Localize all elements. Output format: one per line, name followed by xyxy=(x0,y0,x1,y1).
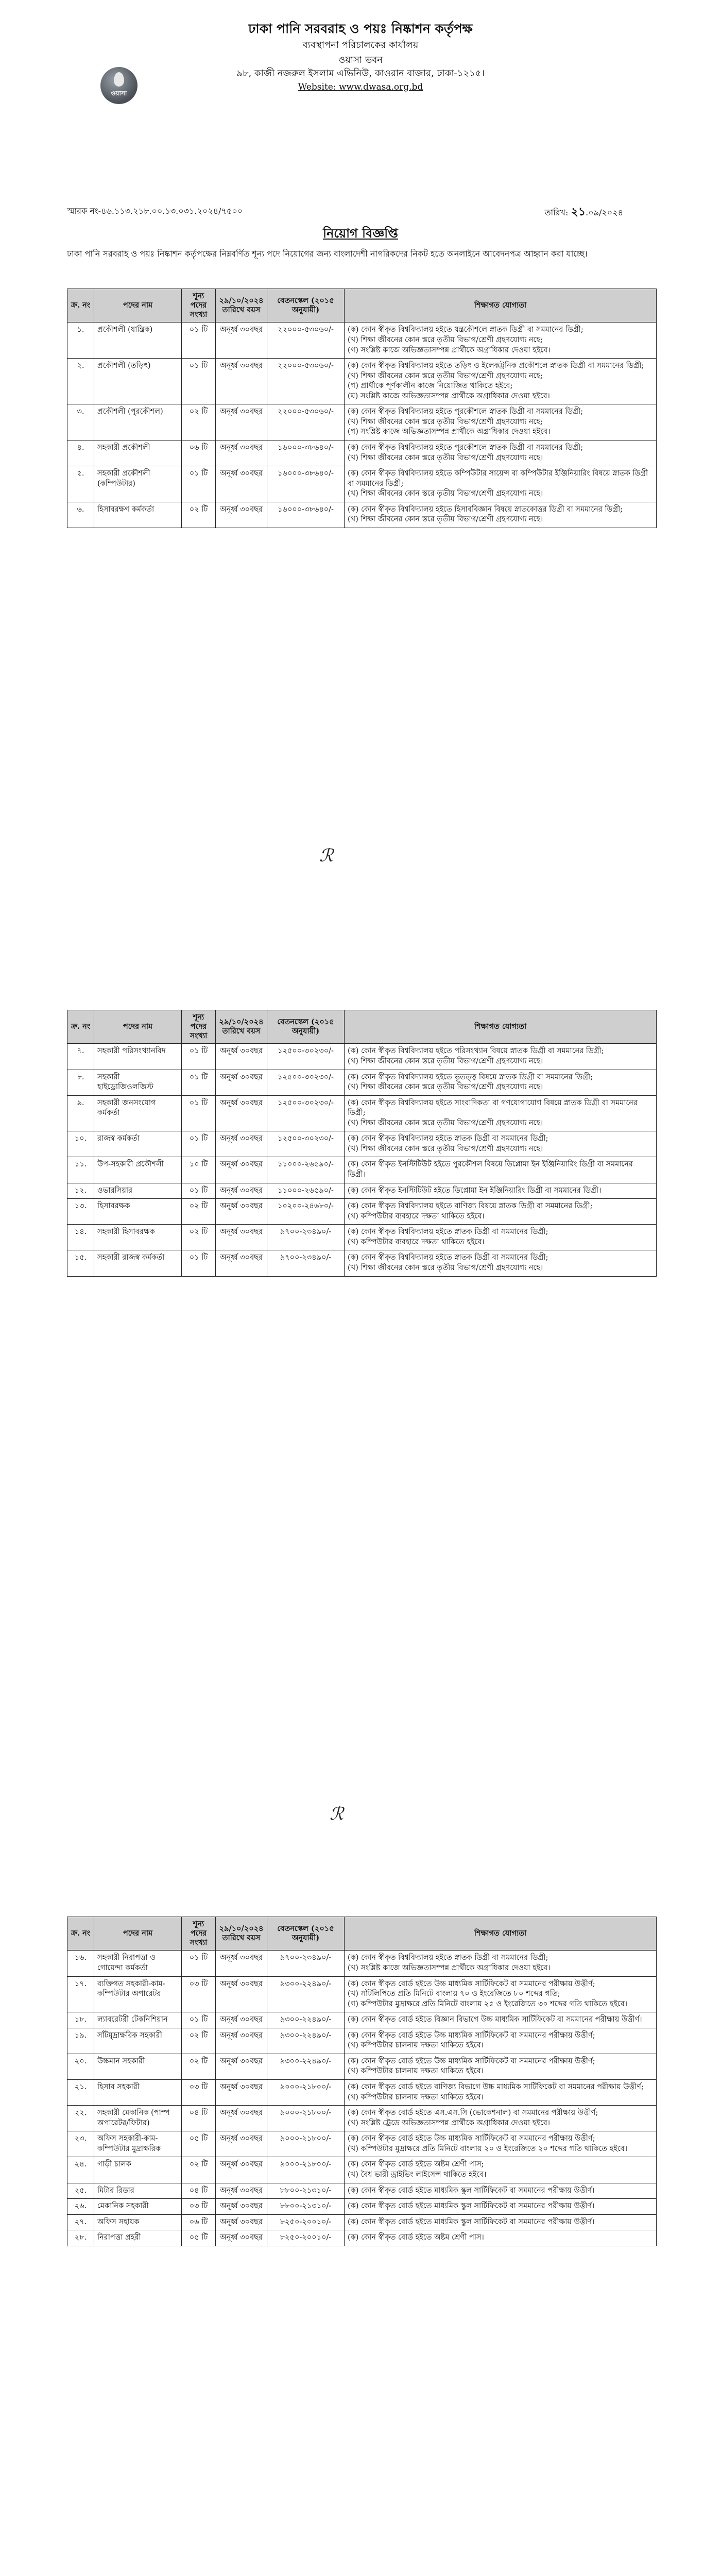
cell-qualification: (ক) কোন স্বীকৃত বোর্ড হইতে বিজ্ঞান বিভাগে উচ্চ মাধ্যমিক সার্টিফিকেট বা সমমানের পরীক্ষায় উত্তীর্ণ। xyxy=(345,2012,657,2028)
cell-serial: ৩. xyxy=(67,404,94,440)
table-row xyxy=(67,1225,657,1250)
cell-post-name: রাজস্ব কর্মকর্তা xyxy=(94,1131,182,1157)
col-vacancy: শূন্য পদের সংখ্যা xyxy=(182,289,216,323)
cell-age-limit: অনূর্ধ্ব ৩০বছর xyxy=(216,2131,267,2157)
letterhead xyxy=(0,21,721,93)
table-row xyxy=(67,2054,657,2079)
cell-serial: ২০. xyxy=(67,2054,94,2079)
col-qualification: শিক্ষাগত যোগ্যতা xyxy=(345,289,657,323)
cell-age-limit: অনূর্ধ্ব ৩০বছর xyxy=(216,1250,267,1276)
table-row xyxy=(67,2080,657,2106)
cell-qualification: (ক) কোন স্বীকৃত ইনস্টিটিউট হইতে পুরকৌশল বিষয়ে ডিপ্লোমা ইন ইঞ্জিনিয়ারিং ডিগ্রী বা সমমানের ডিগ্রী। xyxy=(345,1157,657,1183)
cell-post-name: ব্যক্তিগত সহকারী-কাম-কম্পিউটার অপারেটর xyxy=(94,1976,182,2012)
table-row xyxy=(67,1070,657,1095)
cell-post-name: সাঁটমুদ্রাক্ষরিক সহকারী xyxy=(94,2028,182,2054)
cell-pay-scale: ৯৩০০-২২৪৯০/- xyxy=(267,2054,345,2079)
cell-post-name: প্রকৌশলী (তড়িৎ) xyxy=(94,359,182,404)
cell-qualification: (ক) কোন স্বীকৃত বোর্ড হইতে উচ্চ মাধ্যমিক সার্টিফিকেট বা সমমানের পরীক্ষায় উত্তীর্ণ; (খ) কম্পিউটার চালনায় দক্ষতা থাকিতে হইবে। xyxy=(345,2054,657,2079)
col-vacancy: শূন্য পদের সংখ্যা xyxy=(182,1917,216,1951)
col-qualification: শিক্ষাগত যোগ্যতা xyxy=(345,1010,657,1044)
col-scale: বেতনস্কেল (২০১৫ অনুযায়ী) xyxy=(267,1917,345,1951)
cell-post-name: মেকানিক সহকারী xyxy=(94,2199,182,2215)
table-row xyxy=(67,2131,657,2157)
table-row xyxy=(67,1044,657,1070)
website-link[interactable]: Website: www.dwasa.org.bd xyxy=(298,81,423,92)
table-row xyxy=(67,1976,657,2012)
notice-intro: ঢাকা পানি সরবরাহ ও পয়ঃ নিষ্কাশন কর্তৃপক্ষের নিম্নবর্ণিত শূন্য পদে নিয়োগের জন্য বাংলাদেশী নাগরিকদের নিকট হতে অনলাইনে আবেদনপত্র আহ্বান করা যাচ্ছে। xyxy=(67,249,588,259)
cell-vacancy: ০৬ টি xyxy=(182,440,216,466)
cell-serial: ৮. xyxy=(67,1070,94,1095)
table-row xyxy=(67,440,657,466)
table-row xyxy=(67,323,657,359)
cell-pay-scale: ৮২৫০-২০০১০/- xyxy=(267,2214,345,2230)
cell-post-name: প্রকৌশলী (যান্ত্রিক) xyxy=(94,323,182,359)
cell-qualification: (ক) কোন স্বীকৃত বিশ্ববিদ্যালয় হইতে সাংবাদিকতা বা গণযোগাযোগ বিষয়ে স্নাতক ডিগ্রী বা সমমানের ডিগ্রী; (খ) শিক্ষা জীবনের কোন স্তরে তৃতীয় বিভাগ/শ্রেণী গ্রহণযোগ্য নহে। xyxy=(345,1095,657,1131)
cell-pay-scale: ৮৮০০-২১৩১০/- xyxy=(267,2199,345,2215)
cell-vacancy: ০১ টি xyxy=(182,466,216,502)
table-row xyxy=(67,2106,657,2131)
cell-vacancy: ০২ টি xyxy=(182,2028,216,2054)
vacancy-table-3 xyxy=(67,1917,657,2246)
cell-vacancy: ০১ টি xyxy=(182,1951,216,1976)
cell-post-name: প্রকৌশলী (পুরকৌশল) xyxy=(94,404,182,440)
cell-post-name: সহকারী হিসাবরক্ষক xyxy=(94,1225,182,1250)
col-sl: ক্র. নং xyxy=(67,1917,94,1951)
cell-pay-scale: ১২৫০০-৩০২৩০/- xyxy=(267,1131,345,1157)
col-vacancy: শূন্য পদের সংখ্যা xyxy=(182,1010,216,1044)
cell-serial: ১২. xyxy=(67,1183,94,1199)
cell-pay-scale: ৯৭০০-২৩৪৯০/- xyxy=(267,1250,345,1276)
cell-vacancy: ০১ টি xyxy=(182,359,216,404)
cell-age-limit: অনূর্ধ্ব ৩০বছর xyxy=(216,1070,267,1095)
cell-pay-scale: ১৬০০০-৩৮৬৪০/- xyxy=(267,440,345,466)
cell-pay-scale: ১৬০০০-৩৮৬৪০/- xyxy=(267,502,345,528)
vacancy-table-2 xyxy=(67,1010,657,1277)
cell-serial: ২৪. xyxy=(67,2157,94,2183)
cell-vacancy: ০১ টি xyxy=(182,2012,216,2028)
cell-post-name: হিসাবরক্ষক xyxy=(94,1199,182,1225)
table-row xyxy=(67,1095,657,1131)
cell-age-limit: অনূর্ধ্ব ৩০বছর xyxy=(216,323,267,359)
cell-pay-scale: ২২০০০-৫৩০৬০/- xyxy=(267,359,345,404)
cell-age-limit: অনূর্ধ্ব ৩০বছর xyxy=(216,1225,267,1250)
cell-qualification: (ক) কোন স্বীকৃত বোর্ড হইতে বাণিজ্য বিভাগে উচ্চ মাধ্যমিক সার্টিফিকেট বা সমমানের পরীক্ষায় উত্তীর্ণ; (খ) কম্পিউটার চালনায় দক্ষতা থাকিতে হইবে। xyxy=(345,2080,657,2106)
col-qualification: শিক্ষাগত যোগ্যতা xyxy=(345,1917,657,1951)
cell-post-name: হিসাবরক্ষণ কর্মকর্তা xyxy=(94,502,182,528)
cell-vacancy: ০১ টি xyxy=(182,1183,216,1199)
cell-vacancy: ০৩ টি xyxy=(182,2199,216,2215)
cell-serial: ২৩. xyxy=(67,2131,94,2157)
cell-vacancy: ০৫ টি xyxy=(182,2230,216,2246)
logo-text: ওয়াসা xyxy=(111,90,127,97)
table-row xyxy=(67,2214,657,2230)
cell-post-name: সহকারী রাজস্ব কর্মকর্তা xyxy=(94,1250,182,1276)
cell-serial: ১১. xyxy=(67,1157,94,1183)
cell-post-name: নিরাপত্তা প্রহরী xyxy=(94,2230,182,2246)
cell-post-name: ল্যাবরেটরী টেকনিশিয়ান xyxy=(94,2012,182,2028)
memo-number xyxy=(67,206,243,216)
cell-serial: ৬. xyxy=(67,502,94,528)
cell-vacancy: ০১ টি xyxy=(182,1044,216,1070)
cell-qualification: (ক) কোন স্বীকৃত বিশ্ববিদ্যালয় হইতে স্নাতক ডিগ্রী বা সমমানের ডিগ্রী; (খ) শিক্ষা জীবনের কোন স্তরে তৃতীয় বিভাগ/শ্রেণী গ্রহণযোগ্য নহে। xyxy=(345,1131,657,1157)
cell-serial: ২. xyxy=(67,359,94,404)
cell-pay-scale: ৮৮০০-২১৩১০/- xyxy=(267,2183,345,2199)
table-row xyxy=(67,1131,657,1157)
cell-age-limit: অনূর্ধ্ব ৩০বছর xyxy=(216,359,267,404)
cell-qualification: (ক) কোন স্বীকৃত বিশ্ববিদ্যালয় হইতে কম্পিউটার সায়েন্স বা কম্পিউটার ইঞ্জিনিয়ারিং বিষয়ে স্নাতক ডিগ্রী বা সমমানের ডিগ্রী; (খ) শিক্ষা জীবনের কোন স্তরে তৃতীয় বিভাগ/শ্রেণী গ্রহণযোগ্য নহে। xyxy=(345,466,657,502)
cell-qualification: (ক) কোন স্বীকৃত বোর্ড হইতে উচ্চ মাধ্যমিক সার্টিফিকেট বা সমমানের পরীক্ষায় উত্তীর্ণ; (খ) সাঁটলিপিতে প্রতি মিনিটে বাংলায় ৭০ ও ইংরেজিতে ৮০ শব্দের গতি; (গ) কম্পিউটার মুদ্রাক্ষরে প্রতি মিনিটে বাংলায় ২৫ ও ইংরেজিতে ৩০ শব্দের গতি থাকিতে হইবে। xyxy=(345,1976,657,2012)
initial-signature: ℛ xyxy=(330,1804,344,1824)
table-header-row xyxy=(67,289,657,323)
table-row xyxy=(67,1951,657,1976)
table-row xyxy=(67,404,657,440)
col-sl: ক্র. নং xyxy=(67,1010,94,1044)
cell-pay-scale: ১০২০০-২৪৬৮০/- xyxy=(267,1199,345,1225)
cell-serial: ২৫. xyxy=(67,2183,94,2199)
cell-qualification: (ক) কোন স্বীকৃত বিশ্ববিদ্যালয় হইতে পুরকৌশলে স্নাতক ডিগ্রী বা সমমানের ডিগ্রী; (খ) শিক্ষা জীবনের কোন স্তরে তৃতীয় বিভাগ/শ্রেণী গ্রহণযোগ্য নহে। xyxy=(345,440,657,466)
cell-age-limit: অনূর্ধ্ব ৩০বছর xyxy=(216,440,267,466)
cell-qualification: (ক) কোন স্বীকৃত বিশ্ববিদ্যালয় হইতে পুরকৌশলে স্নাতক ডিগ্রী বা সমমানের ডিগ্রী; (খ) শিক্ষা জীবনের কোন স্তরে তৃতীয় বিভাগ/শ্রেণী গ্রহণযোগ্য নহে; (গ) সংশ্লিষ্ট কাজে অভিজ্ঞতাসম্পন্ন প্রার্থীকে অগ্রাধিকার দেওয়া হইবে। xyxy=(345,404,657,440)
cell-serial: ১. xyxy=(67,323,94,359)
cell-post-name: সহকারী জনসংযোগ কর্মকর্তা xyxy=(94,1095,182,1131)
initial-signature: ℛ xyxy=(319,845,334,866)
cell-post-name: মিটার রিডার xyxy=(94,2183,182,2199)
col-sl: ক্র. নং xyxy=(67,289,94,323)
cell-age-limit: অনূর্ধ্ব ৩০বছর xyxy=(216,2199,267,2215)
col-post: পদের নাম xyxy=(94,289,182,323)
cell-qualification: (ক) কোন স্বীকৃত বিশ্ববিদ্যালয় হইতে তড়িৎ ও ইলেকট্রনিক প্রকৌশলে স্নাতক ডিগ্রী বা সমমানের ডিগ্রী; (খ) শিক্ষা জীবনের কোন স্তরে তৃতীয় বিভাগ/শ্রেণী গ্রহণযোগ্য নহে; (গ) প্রার্থীকে পূর্ণকালীন কাজে নিয়োজিত থাকিতে হইবে; (ঘ) সংশ্লিষ্ট কাজে অভিজ্ঞতাসম্পন্ন প্রার্থীকে অগ্রাধিকার দেওয়া হইবে। xyxy=(345,359,657,404)
cell-post-name: উচ্চমান সহকারী xyxy=(94,2054,182,2079)
cell-vacancy: ০২ টি xyxy=(182,404,216,440)
cell-pay-scale: ৯৩০০-২২৪৯০/- xyxy=(267,1976,345,2012)
table-row xyxy=(67,2012,657,2028)
cell-serial: ১৩. xyxy=(67,1199,94,1225)
table-row xyxy=(67,502,657,528)
cell-qualification: (ক) কোন স্বীকৃত বিশ্ববিদ্যালয় হইতে বাণিজ্য বিষয়ে স্নাতক ডিগ্রী বা সমমানের ডিগ্রী; (খ) কম্পিউটার ব্যবহারে দক্ষতা থাকিতে হইবে। xyxy=(345,1199,657,1225)
cell-post-name: অফিস সহায়ক xyxy=(94,2214,182,2230)
cell-vacancy: ০৪ টি xyxy=(182,2183,216,2199)
cell-post-name: সহকারী মেকানিক (পাম্প অপারেটর/ফিটার) xyxy=(94,2106,182,2131)
date-tail: .০৯/২০২৪ xyxy=(586,208,623,217)
col-post: পদের নাম xyxy=(94,1010,182,1044)
cell-pay-scale: ৯০০০-২১৮০০/- xyxy=(267,2080,345,2106)
cell-pay-scale: ৯৩০০-২২৪৯০/- xyxy=(267,2028,345,2054)
cell-pay-scale: ১১০০০-২৬৫৯০/- xyxy=(267,1157,345,1183)
cell-serial: ১৯. xyxy=(67,2028,94,2054)
page-2 xyxy=(0,969,721,1896)
date-label: তারিখ: xyxy=(544,208,569,217)
cell-post-name: সহকারী হাইড্রোজিওলজিস্ট xyxy=(94,1070,182,1095)
cell-qualification: (ক) কোন স্বীকৃত বিশ্ববিদ্যালয় হইতে স্নাতক ডিগ্রী বা সমমানের ডিগ্রী; (খ) কম্পিউটার ব্যবহারে দক্ষতা থাকিতে হইবে। xyxy=(345,1225,657,1250)
cell-serial: ২৬. xyxy=(67,2199,94,2215)
cell-vacancy: ০৪ টি xyxy=(182,2106,216,2131)
cell-vacancy: ০৩ টি xyxy=(182,1976,216,2012)
cell-serial: ৭. xyxy=(67,1044,94,1070)
cell-pay-scale: ১২৫০০-৩০২৩০/- xyxy=(267,1044,345,1070)
cell-pay-scale: ১২৫০০-৩০২৩০/- xyxy=(267,1070,345,1095)
cell-serial: ৯. xyxy=(67,1095,94,1131)
table-row xyxy=(67,2230,657,2246)
cell-serial: ১৪. xyxy=(67,1225,94,1250)
table-row xyxy=(67,2157,657,2183)
cell-age-limit: অনূর্ধ্ব ৩০বছর xyxy=(216,1131,267,1157)
notice-title: নিয়োগ বিজ্ঞপ্তি xyxy=(323,226,398,241)
col-scale: বেতনস্কেল (২০১৫ অনুযায়ী) xyxy=(267,1010,345,1044)
address: ৯৮, কাজী নজরুল ইসলাম এভিনিউ, কাওরান বাজার, ঢাকা-১২১৫। xyxy=(236,68,485,79)
cell-qualification: (ক) কোন স্বীকৃত বোর্ড হইতে অষ্টম শ্রেণী পাস; (খ) বৈধ ভারী ড্রাইভিং লাইসেন্স থাকিতে হইবে। xyxy=(345,2157,657,2183)
cell-age-limit: অনূর্ধ্ব ৩০বছর xyxy=(216,1976,267,2012)
cell-vacancy: ০১ টি xyxy=(182,323,216,359)
cell-age-limit: অনূর্ধ্ব ৩০বছর xyxy=(216,2054,267,2079)
cell-pay-scale: ৯৩০০-২২৪৯০/- xyxy=(267,2012,345,2028)
cell-serial: ১০. xyxy=(67,1131,94,1157)
cell-post-name: ওভারসিয়ার xyxy=(94,1183,182,1199)
cell-serial: ৪. xyxy=(67,440,94,466)
cell-serial: ৫. xyxy=(67,466,94,502)
cell-pay-scale: ১১০০০-২৬৫৯০/- xyxy=(267,1183,345,1199)
cell-serial: ১৭. xyxy=(67,1976,94,2012)
cell-vacancy: ০২ টি xyxy=(182,1225,216,1250)
cell-vacancy: ০১ টি xyxy=(182,1131,216,1157)
cell-age-limit: অনূর্ধ্ব ৩০বছর xyxy=(216,2028,267,2054)
cell-vacancy: ০২ টি xyxy=(182,1199,216,1225)
cell-qualification: (ক) কোন স্বীকৃত বোর্ড হইতে উচ্চ মাধ্যমিক সার্টিফিকেট বা সমমানের পরীক্ষায় উত্তীর্ণ; (খ) কম্পিউটার চালনায় দক্ষতা থাকিতে হইবে। xyxy=(345,2028,657,2054)
cell-post-name: সহকারী প্রকৌশলী (কম্পিউটার) xyxy=(94,466,182,502)
col-scale: বেতনস্কেল (২০১৫ অনুযায়ী) xyxy=(267,289,345,323)
cell-vacancy: ০১ টি xyxy=(182,1095,216,1131)
cell-pay-scale: ৯৭০০-২৩৪৯০/- xyxy=(267,1225,345,1250)
table-row xyxy=(67,2028,657,2054)
cell-serial: ১৮. xyxy=(67,2012,94,2028)
cell-pay-scale: ৯০০০-২১৮০০/- xyxy=(267,2106,345,2131)
cell-vacancy: ০১ টি xyxy=(182,1070,216,1095)
cell-age-limit: অনূর্ধ্ব ৩০বছর xyxy=(216,2214,267,2230)
page-1 xyxy=(0,0,721,927)
table-row xyxy=(67,1157,657,1183)
page-3 xyxy=(0,1886,721,2576)
cell-age-limit: অনূর্ধ্ব ৩০বছর xyxy=(216,1095,267,1131)
cell-qualification: (ক) কোন স্বীকৃত বিশ্ববিদ্যালয় হইতে ভূতত্ত্ব বিষয়ে স্নাতক ডিগ্রী বা সমমানের ডিগ্রী; (খ) শিক্ষা জীবনের কোন স্তরে তৃতীয় বিভাগ/শ্রেণী গ্রহণযোগ্য নহে। xyxy=(345,1070,657,1095)
date-day: ২১ xyxy=(571,205,586,218)
table-row xyxy=(67,1183,657,1199)
cell-age-limit: অনূর্ধ্ব ৩০বছর xyxy=(216,2230,267,2246)
cell-qualification: (ক) কোন স্বীকৃত বিশ্ববিদ্যালয় হইতে পরিসংখ্যান বিষয়ে স্নাতক ডিগ্রী বা সমমানের ডিগ্রী; (খ) শিক্ষা জীবনের কোন স্তরে তৃতীয় বিভাগ/শ্রেণী গ্রহণযোগ্য নহে। xyxy=(345,1044,657,1070)
cell-post-name: সহকারী পরিসংখ্যানবিদ xyxy=(94,1044,182,1070)
cell-post-name: সহকারী নিরাপত্তা ও গোয়েন্দা কর্মকর্তা xyxy=(94,1951,182,1976)
cell-vacancy: ১০ টি xyxy=(182,1157,216,1183)
cell-post-name: হিসাব সহকারী xyxy=(94,2080,182,2106)
cell-qualification: (ক) কোন স্বীকৃত বোর্ড হইতে এস.এস.সি (ভোকেশনাল) বা সমমানের পরীক্ষায় উত্তীর্ণ; (খ) সংশ্লিষ্ট ট্রেডে অভিজ্ঞতাসম্পন্ন প্রার্থীকে অগ্রাধিকার দেওয়া হইবে। xyxy=(345,2106,657,2131)
cell-age-limit: অনূর্ধ্ব ৩০বছর xyxy=(216,1951,267,1976)
col-age: ২৯/১০/২০২৪ তারিখে বয়স xyxy=(216,1917,267,1951)
cell-post-name: অফিস সহকারী-কাম-কম্পিউটার মুদ্রাক্ষরিক xyxy=(94,2131,182,2157)
memo-number-tail: /৭৫০০ xyxy=(218,206,243,216)
cell-qualification: (ক) কোন স্বীকৃত বিশ্ববিদ্যালয় হইতে স্নাতক ডিগ্রী বা সমমানের ডিগ্রী; (খ) সংশ্লিষ্ট কাজে অভিজ্ঞতাসম্পন্ন প্রার্থীকে অগ্রাধিকার দেওয়া হইবে। xyxy=(345,1951,657,1976)
cell-vacancy: ০২ টি xyxy=(182,2157,216,2183)
col-age: ২৯/১০/২০২৪ তারিখে বয়স xyxy=(216,1010,267,1044)
cell-serial: ২৭. xyxy=(67,2214,94,2230)
cell-serial: ২১. xyxy=(67,2080,94,2106)
cell-vacancy: ০৬ টি xyxy=(182,2214,216,2230)
cell-vacancy: ০৫ টি xyxy=(182,2131,216,2157)
organization-name: ঢাকা পানি সরবরাহ ও পয়ঃ নিষ্কাশন কর্তৃপক্ষ xyxy=(248,21,473,36)
office-name: ব্যবস্থাপনা পরিচালকের কার্যালয় xyxy=(302,40,419,51)
cell-pay-scale: ৯০০০-২১৮০০/- xyxy=(267,2157,345,2183)
cell-qualification: (ক) কোন স্বীকৃত ইনস্টিটিউট হইতে ডিপ্লোমা ইন ইঞ্জিনিয়ারিং ডিগ্রী বা সমমানের ডিগ্রী। xyxy=(345,1183,657,1199)
building-name: ওয়াসা ভবন xyxy=(338,54,383,65)
cell-age-limit: অনূর্ধ্ব ৩০বছর xyxy=(216,2080,267,2106)
cell-pay-scale: ৯৭০০-২৩৪৯০/- xyxy=(267,1951,345,1976)
table-row xyxy=(67,466,657,502)
cell-age-limit: অনূর্ধ্ব ৩০বছর xyxy=(216,2157,267,2183)
cell-vacancy: ০২ টি xyxy=(182,502,216,528)
cell-pay-scale: ৯০০০-২১৮০০/- xyxy=(267,2131,345,2157)
cell-qualification: (ক) কোন স্বীকৃত বিশ্ববিদ্যালয় হইতে হিসাববিজ্ঞান বিষয়ে স্নাতকোত্তর ডিগ্রী বা সমমানের ডিগ্রী; (খ) শিক্ষা জীবনের কোন স্তরে তৃতীয় বিভাগ/শ্রেণী গ্রহণযোগ্য নহে। xyxy=(345,502,657,528)
cell-age-limit: অনূর্ধ্ব ৩০বছর xyxy=(216,1183,267,1199)
table-row xyxy=(67,359,657,404)
table-row xyxy=(67,2183,657,2199)
cell-pay-scale: ১২৫০০-৩০২৩০/- xyxy=(267,1095,345,1131)
cell-vacancy: ০২ টি xyxy=(182,2054,216,2079)
cell-pay-scale: ২২০০০-৫৩০৬০/- xyxy=(267,323,345,359)
cell-serial: ১৫. xyxy=(67,1250,94,1276)
cell-qualification: (ক) কোন স্বীকৃত বোর্ড হইতে অষ্টম শ্রেণী পাস। xyxy=(345,2230,657,2246)
table-header-row xyxy=(67,1010,657,1044)
cell-serial: ২২. xyxy=(67,2106,94,2131)
table-row xyxy=(67,1250,657,1276)
cell-qualification: (ক) কোন স্বীকৃত বোর্ড হইতে মাধ্যমিক স্কুল সার্টিফিকেট বা সমমানের পরীক্ষায় উত্তীর্ণ। xyxy=(345,2183,657,2199)
cell-pay-scale: ৮২৫০-২০০১০/- xyxy=(267,2230,345,2246)
cell-age-limit: অনূর্ধ্ব ৩০বছর xyxy=(216,466,267,502)
cell-serial: ১৬. xyxy=(67,1951,94,1976)
cell-qualification: (ক) কোন স্বীকৃত বোর্ড হইতে মাধ্যমিক স্কুল সার্টিফিকেট বা সমমানের পরীক্ষায় উত্তীর্ণ। xyxy=(345,2199,657,2215)
cell-qualification: (ক) কোন স্বীকৃত বিশ্ববিদ্যালয় হইতে স্নাতক ডিগ্রী বা সমমানের ডিগ্রী; (খ) শিক্ষা জীবনের কোন স্তরে তৃতীয় বিভাগ/শ্রেণী গ্রহণযোগ্য নহে। xyxy=(345,1250,657,1276)
vacancy-table-1 xyxy=(67,289,657,528)
memo-date xyxy=(545,205,623,219)
cell-age-limit: অনূর্ধ্ব ৩০বছর xyxy=(216,404,267,440)
cell-pay-scale: ২২০০০-৫৩০৬০/- xyxy=(267,404,345,440)
cell-age-limit: অনূর্ধ্ব ৩০বছর xyxy=(216,2012,267,2028)
cell-age-limit: অনূর্ধ্ব ৩০বছর xyxy=(216,2106,267,2131)
memo-number-text: স্মারক নং-৪৬.১১৩.২১৮.০০.১৩.০৩১.২০২৪ xyxy=(67,206,219,216)
cell-post-name: সহকারী প্রকৌশলী xyxy=(94,440,182,466)
table-row xyxy=(67,2199,657,2215)
table-header-row xyxy=(67,1917,657,1951)
cell-age-limit: অনূর্ধ্ব ৩০বছর xyxy=(216,502,267,528)
cell-age-limit: অনূর্ধ্ব ৩০বছর xyxy=(216,1157,267,1183)
cell-age-limit: অনূর্ধ্ব ৩০বছর xyxy=(216,1199,267,1225)
cell-vacancy: ০১ টি xyxy=(182,1250,216,1276)
cell-age-limit: অনূর্ধ্ব ৩০বছর xyxy=(216,1044,267,1070)
cell-qualification: (ক) কোন স্বীকৃত বিশ্ববিদ্যালয় হইতে যন্ত্রকৌশলে স্নাতক ডিগ্রী বা সমমানের ডিগ্রী; (খ) শিক্ষা জীবনের কোন স্তরে তৃতীয় বিভাগ/শ্রেণী গ্রহণযোগ্য নহে; (গ) সংশ্লিষ্ট কাজে অভিজ্ঞতাসম্পন্ন প্রার্থীকে অগ্রাধিকার দেওয়া হইবে। xyxy=(345,323,657,359)
cell-post-name: উপ-সহকারী প্রকৌশলী xyxy=(94,1157,182,1183)
col-post: পদের নাম xyxy=(94,1917,182,1951)
cell-post-name: গাড়ী চালক xyxy=(94,2157,182,2183)
table-row xyxy=(67,1199,657,1225)
col-age: ২৯/১০/২০২৪ তারিখে বয়স xyxy=(216,289,267,323)
cell-pay-scale: ১৬০০০-৩৮৬৪০/- xyxy=(267,466,345,502)
cell-qualification: (ক) কোন স্বীকৃত বোর্ড হইতে উচ্চ মাধ্যমিক সার্টিফিকেট বা সমমানের পরীক্ষায় উত্তীর্ণ; (খ) কম্পিউটার মুদ্রাক্ষরে প্রতি মিনিটে বাংলায় ২০ ও ইংরেজিতে ২০ শব্দের গতি থাকিতে হইবে। xyxy=(345,2131,657,2157)
cell-age-limit: অনূর্ধ্ব ৩০বছর xyxy=(216,2183,267,2199)
cell-serial: ২৮. xyxy=(67,2230,94,2246)
cell-vacancy: ০৩ টি xyxy=(182,2080,216,2106)
cell-qualification: (ক) কোন স্বীকৃত বোর্ড হইতে মাধ্যমিক স্কুল সার্টিফিকেট বা সমমানের পরীক্ষায় উত্তীর্ণ। xyxy=(345,2214,657,2230)
